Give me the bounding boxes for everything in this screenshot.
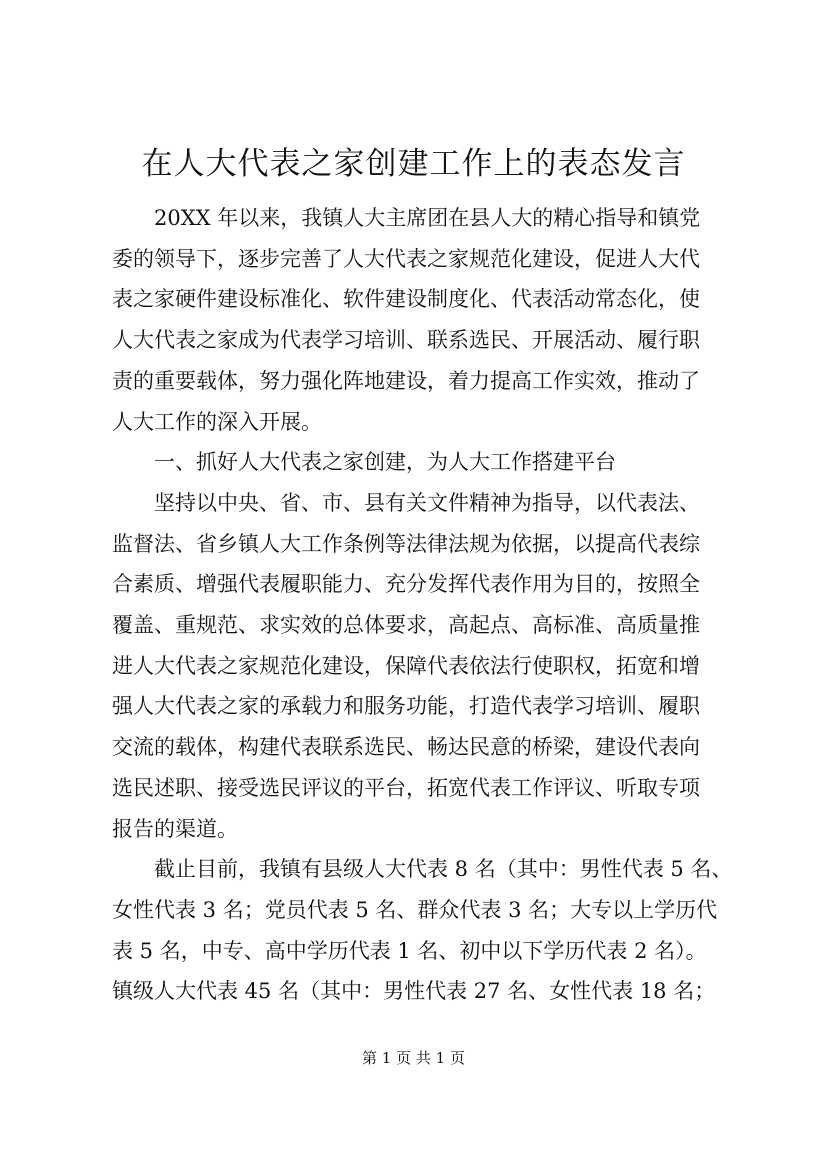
text-line: 表 5 名，中专、高中学历代表 1 名、初中以下学历代表 2 名）。 xyxy=(112,938,707,963)
text-line: 覆盖、重规范、求实效的总体要求，高起点、高标准、高质量推 xyxy=(112,613,700,638)
text-line: 合素质、增强代表履职能力、充分发挥代表作用为目的，按照全 xyxy=(112,572,700,597)
text-line: 截止目前，我镇有县级人大代表 8 名（其中：男性代表 5 名、 xyxy=(154,857,733,882)
text-line: 责的重要载体，努力强化阵地建设，着力提高工作实效，推动了 xyxy=(112,368,700,393)
text-line: 监督法、省乡镇人大工作条例等法律法规为依据，以提高代表综 xyxy=(112,531,700,556)
text-line: 坚持以中央、省、市、县有关文件精神为指导，以代表法、 xyxy=(154,490,700,515)
text-line: 选民述职、接受选民评议的平台，拓宽代表工作评议、听取专项 xyxy=(112,775,700,800)
document-body xyxy=(112,198,732,1012)
text-line: 强人大代表之家的承载力和服务功能，打造代表学习培训、履职 xyxy=(112,694,700,719)
text-line: 进人大代表之家规范化建设，保障代表依法行使职权，拓宽和增 xyxy=(112,653,700,678)
page-footer xyxy=(0,1048,827,1068)
text-line: 人大工作的深入开展。 xyxy=(112,409,322,434)
document-title: 在人大代表之家创建工作上的表态发言 xyxy=(141,146,686,182)
paragraph-basis xyxy=(112,483,732,849)
text-line: 交流的载体，构建代表联系选民、畅达民意的桥梁，建设代表向 xyxy=(112,735,700,760)
text-line: 表之家硬件建设标准化、软件建设制度化、代表活动常态化，使 xyxy=(112,287,700,312)
text-line: 女性代表 3 名；党员代表 5 名、群众代表 3 名；大专以上学历代 xyxy=(112,897,718,922)
text-line: 20XX 年以来，我镇人大主席团在县人大的精心指导和镇党 xyxy=(154,206,701,230)
paragraph-intro xyxy=(112,198,732,442)
page-number: 第 1 页 共 1 页 xyxy=(362,1049,465,1067)
paragraph-statistics xyxy=(112,849,732,1012)
section-heading xyxy=(112,442,732,483)
text-line: 报告的渠道。 xyxy=(112,816,238,841)
section-heading-text: 一、抓好人大代表之家创建，为人大工作搭建平台 xyxy=(154,450,616,475)
text-line: 人大代表之家成为代表学习培训、联系选民、开展活动、履行职 xyxy=(112,328,700,353)
text-line: 镇级人大代表 45 名（其中：男性代表 27 名、女性代表 18 名； xyxy=(112,979,716,1004)
text-line: 委的领导下，逐步完善了人大代表之家规范化建设，促进人大代 xyxy=(112,246,700,271)
